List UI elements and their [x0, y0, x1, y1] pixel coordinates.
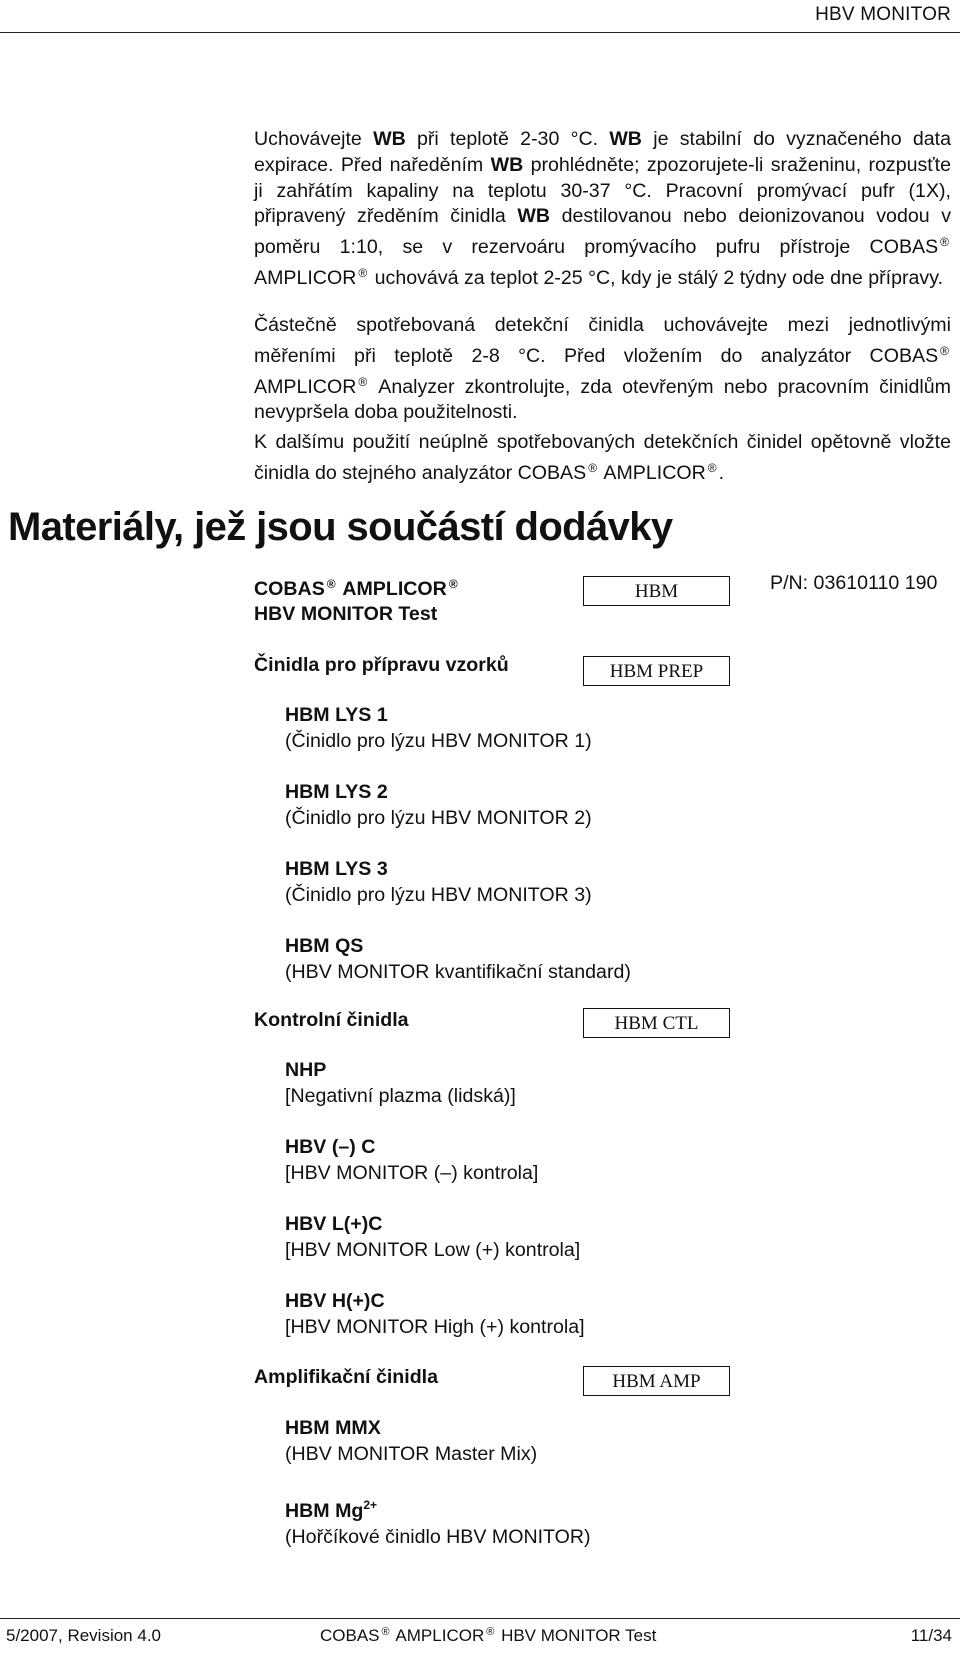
- storage-paragraph-reuse: K dalšímu použití neúplně spotřebovaných detekčních činidel opětovně vložte činidla do stejného analyzátor COBAS ® AMPLICOR ® .: [254, 431, 951, 484]
- group-title-amplification: Amplifikační činidla: [254, 1366, 439, 1388]
- list-item: HBM LYS 2 (Činidlo pro lýzu HBV MONITOR 2): [285, 781, 592, 829]
- list-item: HBM LYS 1 (Činidlo pro lýzu HBV MONITOR 1): [285, 704, 592, 752]
- footer-product: COBAS ® AMPLICOR ® HBV MONITOR Test: [320, 1626, 657, 1645]
- footer-rule: [0, 1618, 960, 1619]
- list-item: HBM $Mg^{2+}$ (Hořčíkové činidlo HBV MONITOR): [285, 1498, 591, 1548]
- registered-mark: ®: [358, 265, 368, 280]
- header-rule: [0, 32, 960, 33]
- list-item: HBV (–) C [HBV MONITOR (–) kontrola]: [285, 1136, 539, 1184]
- section-heading: Materiály, jež jsou součástí dodávky: [8, 505, 673, 549]
- list-item: HBM MMX (HBV MONITOR Master Mix): [285, 1417, 538, 1465]
- kit-name: COBAS ® AMPLICOR ® HBV MONITOR Test: [254, 577, 458, 625]
- registered-mark: ®: [940, 343, 949, 358]
- list-item: NHP [Negativní plazma (lidská)]: [285, 1059, 516, 1107]
- part-number: P/N: 03610110 190: [770, 572, 938, 594]
- group-title-controls: Kontrolní činidla: [254, 1009, 409, 1031]
- registered-mark: ®: [707, 460, 717, 475]
- list-item: HBM LYS 3 (Činidlo pro lýzu HBV MONITOR 3): [285, 858, 592, 906]
- group-label-box-controls: HBM CTL: [583, 1008, 730, 1038]
- footer-revision: 5/2007, Revision 4.0: [6, 1626, 161, 1645]
- registered-mark: ®: [588, 460, 598, 475]
- list-item: HBM QS (HBV MONITOR kvantifikační standard): [285, 935, 631, 983]
- group-label-box-amplification: HBM AMP: [583, 1366, 730, 1396]
- storage-paragraph-detection: Částečně spotřebovaná detekční činidla uchovávejte mezi jednotlivými měřeními při teplotě 2-8 °C. Před vložením do analyzátor COBAS ® AMPLICOR ® Analyzer zkontrolujte, zda otevřeným nebo pracovním činidlům nevypršela doba použitelnosti.: [254, 314, 951, 424]
- registered-mark: ®: [940, 235, 949, 250]
- list-item: HBV L(+)C [HBV MONITOR Low (+) kontrola]: [285, 1213, 581, 1261]
- group-title-sample-prep: Činidla pro přípravu vzorků: [254, 654, 509, 676]
- list-item: HBV H(+)C [HBV MONITOR High (+) kontrola]: [285, 1290, 585, 1338]
- running-header-title: HBV MONITOR: [815, 4, 951, 25]
- kit-label-box: HBM: [583, 576, 730, 606]
- registered-mark: ®: [358, 374, 368, 389]
- storage-paragraph-wb: Uchovávejte WB při teplotě 2-30 °C. WB je stabilní do vyznačeného data expirace. Před naředěním WB prohlédněte; zpozorujete-li sraženinu, rozpusťte ji zahřátím kapaliny na teplotu 30-37 °C. Pracovní promývací pufr (1X), připravený zředěním činidla WB destilovanou nebo deionizovanou vodou v poměru 1:10, se v rezervoáru promývacího pufru přístroje COBAS ® AMPLICOR ® uchovává za teplot 2-25 °C, kdy je stálý 2 týdny ode dne přípravy.: [254, 128, 952, 289]
- page-number: 11/34: [910, 1626, 952, 1645]
- group-label-box-sample-prep: HBM PREP: [583, 656, 730, 686]
